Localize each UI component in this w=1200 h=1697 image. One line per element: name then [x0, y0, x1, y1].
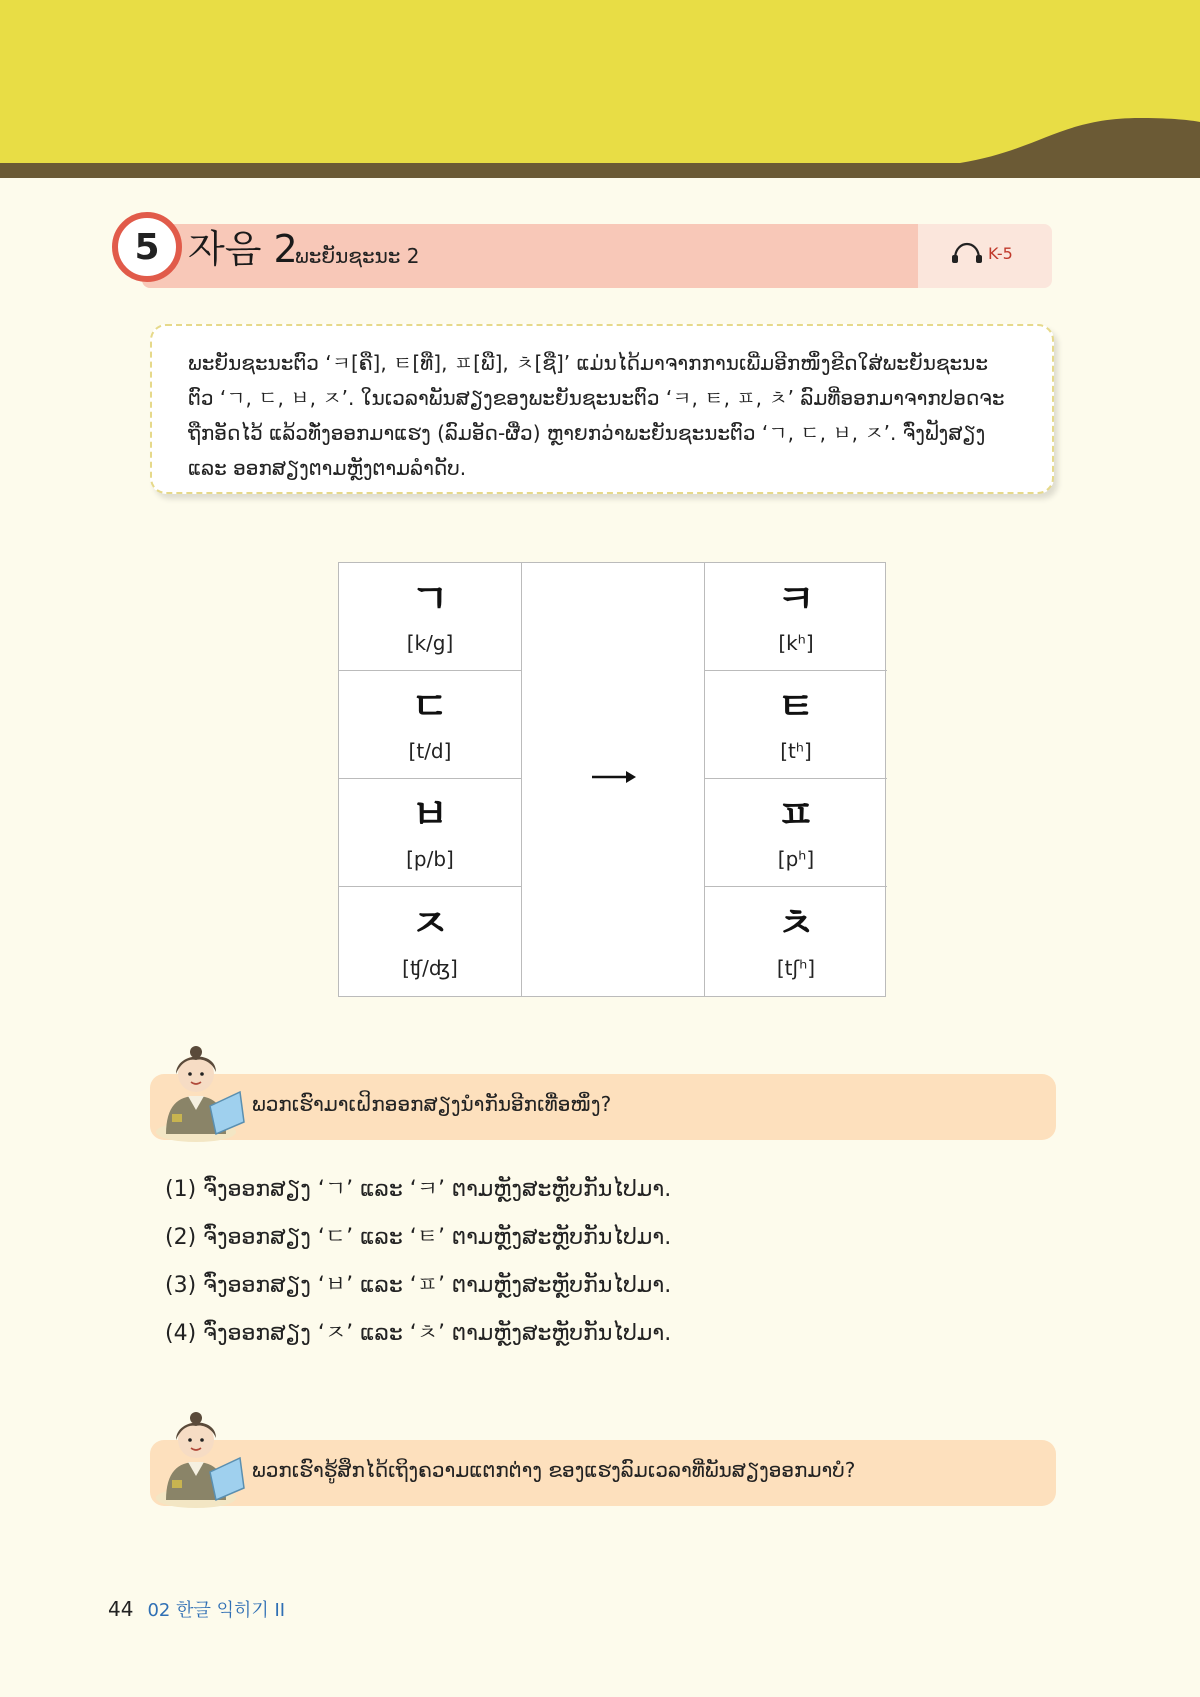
- prompt-bubble: [150, 1074, 1056, 1140]
- page-footer: [108, 1596, 285, 1622]
- consonant-cell: [705, 779, 887, 887]
- consonant-ipa: [tʃʰ]: [776, 955, 816, 980]
- section-number-badge: [112, 212, 182, 282]
- consonant-table: [338, 562, 886, 997]
- exercise-item: (4) ຈົ່ງອອກສຽງ ‘ㅈ’ ແລະ ‘ㅊ’ ຕາມຫຼັງສະຫຼັບກັນໄປມາ.: [165, 1321, 672, 1346]
- consonant-cell: [339, 671, 521, 779]
- consonant-char: ㅋ: [776, 575, 816, 622]
- prompt-text: ພວກເຮົາຮູ້ສຶກໄດ້ເຖິງຄວາມແຕກຕ່າງ ຂອງແຮງລົມເວລາທີ່ພັນສຽງອອກມາບໍ?: [252, 1458, 856, 1482]
- prompt-text: ພວກເຮົາມາເຝິກອອກສຽງນຳກັນອີກເທື່ອໜຶ່ງ?: [252, 1092, 612, 1116]
- consonant-ipa: [tʰ]: [780, 738, 812, 763]
- plain-consonant-column: [339, 563, 522, 996]
- page-number: 44: [108, 1597, 134, 1621]
- consonant-char: ㅌ: [776, 683, 816, 730]
- teacher-illustration: [152, 1400, 248, 1510]
- intro-box: [150, 324, 1054, 494]
- consonant-cell: [339, 887, 521, 996]
- intro-text: ພະຍັນຊະນະຕົວ ‘ㅋ[ຄື], ㅌ[ທື], ㅍ[ພື], ㅊ[ຊື]’ ແມ່ນໄດ້ມາຈາກການເພີ່ມອີກໜຶ່ງຂີດໃສ່ພະຍັນຊະນະ ຕົວ ‘ㄱ, ㄷ, ㅂ, ㅈ’. ໃນເວລາພັນສຽງຂອງພະຍັນຊະນະຕົວ ‘ㅋ, ㅌ, ㅍ, ㅊ’ ລົມທີ່ອອກມາຈາກປອດຈະຖືກອັດໄວ້ ແລ້ວທັ່ງອອກມາແຮງ (ລົມອັດ-ຜື່ວ) ຫຼາຍກວ່າພະຍັນຊະນະຕົວ ‘ㄱ, ㄷ, ㅂ, ㅈ’. ຈົ່ງຟັງສຽງ ແລະ ອອກສຽງຕາມຫຼັງຕາມລຳດັບ.: [188, 351, 1005, 480]
- teacher-illustration: [152, 1034, 248, 1144]
- consonant-char: ㅂ: [410, 791, 450, 838]
- section-title: 자음 2: [188, 227, 298, 271]
- consonant-cell: [705, 887, 887, 996]
- arrow-column: [522, 563, 705, 996]
- consonant-ipa: [ʧ/ʤ]: [402, 955, 458, 980]
- prompt-bubble: [150, 1440, 1056, 1506]
- consonant-ipa: [t/d]: [408, 738, 452, 763]
- consonant-cell: [339, 779, 521, 887]
- aspirated-consonant-column: [705, 563, 887, 996]
- consonant-char: ㅍ: [776, 791, 816, 838]
- right-arrow-icon: [592, 769, 636, 785]
- audio-track[interactable]: [950, 242, 1013, 264]
- exercise-list: [165, 1172, 671, 1364]
- consonant-cell: [705, 671, 887, 779]
- header-band: [0, 0, 1200, 178]
- consonant-char: ㅈ: [410, 900, 450, 947]
- exercise-item: (3) ຈົ່ງອອກສຽງ ‘ㅂ’ ແລະ ‘ㅍ’ ຕາມຫຼັງສະຫຼັບກັນໄປມາ.: [165, 1273, 672, 1298]
- consonant-cell: [705, 563, 887, 671]
- consonant-ipa: [pʰ]: [777, 846, 815, 871]
- consonant-char: ㄱ: [410, 575, 450, 622]
- section-number: 5: [134, 226, 160, 268]
- consonant-char: ㄷ: [410, 683, 450, 730]
- headphones-icon: [950, 242, 984, 264]
- consonant-ipa: [k/g]: [406, 630, 454, 655]
- section-subtitle: ພະຍັນຊະນະ 2: [295, 244, 420, 268]
- consonant-cell: [339, 563, 521, 671]
- consonant-ipa: [p/b]: [406, 846, 454, 871]
- exercise-item: (2) ຈົ່ງອອກສຽງ ‘ㄷ’ ແລະ ‘ㅌ’ ຕາມຫຼັງສະຫຼັບກັນໄປມາ.: [165, 1225, 672, 1250]
- audio-track-code: K-5: [988, 243, 1013, 263]
- consonant-char: ㅊ: [776, 900, 816, 947]
- exercise-item: (1) ຈົ່ງອອກສຽງ ‘ㄱ’ ແລະ ‘ㅋ’ ຕາມຫຼັງສະຫຼັບກັນໄປມາ.: [165, 1177, 672, 1202]
- chapter-label: 02 한글 익히기 II: [147, 1600, 286, 1621]
- consonant-ipa: [kʰ]: [778, 630, 814, 655]
- section-header: [112, 212, 1052, 288]
